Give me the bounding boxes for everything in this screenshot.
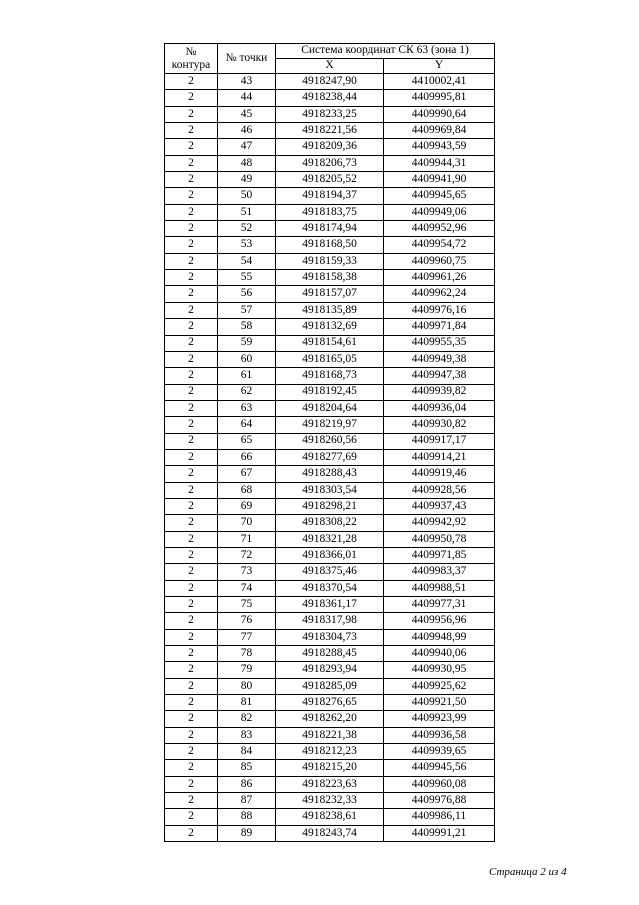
cell-y: 4409943,59 — [384, 139, 495, 155]
header-coordinate-system: Система координат СК 63 (зона 1) — [276, 44, 495, 59]
cell-x: 4918215,20 — [276, 760, 384, 776]
table-row — [165, 760, 495, 776]
cell-point-number: 64 — [218, 417, 276, 433]
cell-point-number: 43 — [218, 74, 276, 90]
cell-contour-number: 2 — [165, 319, 218, 335]
cell-contour-number: 2 — [165, 695, 218, 711]
cell-point-number: 62 — [218, 384, 276, 400]
table-row — [165, 90, 495, 106]
table-row — [165, 368, 495, 384]
cell-point-number: 59 — [218, 335, 276, 351]
cell-point-number: 63 — [218, 400, 276, 416]
cell-contour-number: 2 — [165, 123, 218, 139]
cell-contour-number: 2 — [165, 531, 218, 547]
header-contour-number: № контура — [165, 44, 218, 74]
cell-x: 4918375,46 — [276, 564, 384, 580]
table-row — [165, 384, 495, 400]
cell-point-number: 86 — [218, 776, 276, 792]
cell-contour-number: 2 — [165, 106, 218, 122]
cell-y: 4409936,04 — [384, 400, 495, 416]
table-row — [165, 139, 495, 155]
cell-contour-number: 2 — [165, 139, 218, 155]
cell-contour-number: 2 — [165, 204, 218, 220]
table-row — [165, 727, 495, 743]
cell-point-number: 51 — [218, 204, 276, 220]
cell-x: 4918132,69 — [276, 319, 384, 335]
table-row — [165, 564, 495, 580]
cell-contour-number: 2 — [165, 237, 218, 253]
cell-point-number: 47 — [218, 139, 276, 155]
table-row — [165, 172, 495, 188]
cell-y: 4409936,58 — [384, 727, 495, 743]
cell-x: 4918370,54 — [276, 580, 384, 596]
cell-x: 4918192,45 — [276, 384, 384, 400]
cell-contour-number: 2 — [165, 270, 218, 286]
cell-y: 4409937,43 — [384, 498, 495, 514]
cell-contour-number: 2 — [165, 760, 218, 776]
cell-x: 4918288,43 — [276, 466, 384, 482]
cell-contour-number: 2 — [165, 678, 218, 694]
cell-x: 4918243,74 — [276, 825, 384, 841]
cell-point-number: 66 — [218, 449, 276, 465]
table-row — [165, 809, 495, 825]
cell-contour-number: 2 — [165, 727, 218, 743]
cell-point-number: 75 — [218, 597, 276, 613]
cell-point-number: 77 — [218, 629, 276, 645]
cell-y: 4409995,81 — [384, 90, 495, 106]
cell-point-number: 46 — [218, 123, 276, 139]
cell-y: 4409944,31 — [384, 155, 495, 171]
cell-y: 4409925,62 — [384, 678, 495, 694]
cell-point-number: 53 — [218, 237, 276, 253]
table-row — [165, 793, 495, 809]
cell-x: 4918238,61 — [276, 809, 384, 825]
cell-contour-number: 2 — [165, 335, 218, 351]
cell-point-number: 81 — [218, 695, 276, 711]
cell-y: 4409941,90 — [384, 172, 495, 188]
cell-y: 4409949,38 — [384, 351, 495, 367]
table-row — [165, 678, 495, 694]
cell-y: 4409921,50 — [384, 695, 495, 711]
cell-y: 4409947,38 — [384, 368, 495, 384]
cell-x: 4918206,73 — [276, 155, 384, 171]
cell-x: 4918212,23 — [276, 744, 384, 760]
table-row — [165, 695, 495, 711]
cell-contour-number: 2 — [165, 793, 218, 809]
cell-x: 4918183,75 — [276, 204, 384, 220]
cell-x: 4918221,56 — [276, 123, 384, 139]
cell-x: 4918262,20 — [276, 711, 384, 727]
cell-x: 4918154,61 — [276, 335, 384, 351]
table-row — [165, 237, 495, 253]
table-row — [165, 106, 495, 122]
cell-contour-number: 2 — [165, 580, 218, 596]
cell-point-number: 71 — [218, 531, 276, 547]
cell-x: 4918194,37 — [276, 188, 384, 204]
cell-point-number: 79 — [218, 662, 276, 678]
table-row — [165, 253, 495, 269]
cell-x: 4918321,28 — [276, 531, 384, 547]
cell-contour-number: 2 — [165, 302, 218, 318]
cell-contour-number: 2 — [165, 825, 218, 841]
cell-y: 4409939,65 — [384, 744, 495, 760]
cell-point-number: 76 — [218, 613, 276, 629]
cell-y: 4409986,11 — [384, 809, 495, 825]
cell-point-number: 84 — [218, 744, 276, 760]
cell-contour-number: 2 — [165, 384, 218, 400]
cell-x: 4918285,09 — [276, 678, 384, 694]
cell-x: 4918288,45 — [276, 646, 384, 662]
cell-x: 4918304,73 — [276, 629, 384, 645]
cell-point-number: 55 — [218, 270, 276, 286]
cell-point-number: 56 — [218, 286, 276, 302]
cell-point-number: 80 — [218, 678, 276, 694]
cell-x: 4918317,98 — [276, 613, 384, 629]
cell-y: 4409914,21 — [384, 449, 495, 465]
cell-x: 4918233,25 — [276, 106, 384, 122]
cell-x: 4918159,33 — [276, 253, 384, 269]
cell-point-number: 72 — [218, 547, 276, 563]
cell-y: 4409940,06 — [384, 646, 495, 662]
cell-y: 4409960,08 — [384, 776, 495, 792]
cell-y: 4409976,88 — [384, 793, 495, 809]
cell-x: 4918135,89 — [276, 302, 384, 318]
table-row — [165, 351, 495, 367]
cell-contour-number: 2 — [165, 368, 218, 384]
table-row — [165, 270, 495, 286]
cell-contour-number: 2 — [165, 253, 218, 269]
cell-contour-number: 2 — [165, 613, 218, 629]
cell-y: 4409930,82 — [384, 417, 495, 433]
cell-contour-number: 2 — [165, 466, 218, 482]
cell-y: 4409990,64 — [384, 106, 495, 122]
table-row — [165, 482, 495, 498]
cell-contour-number: 2 — [165, 188, 218, 204]
cell-y: 4409961,26 — [384, 270, 495, 286]
cell-point-number: 85 — [218, 760, 276, 776]
table-row — [165, 188, 495, 204]
table-row — [165, 74, 495, 90]
table-row — [165, 580, 495, 596]
cell-y: 4409945,56 — [384, 760, 495, 776]
table-row — [165, 155, 495, 171]
cell-x: 4918209,36 — [276, 139, 384, 155]
cell-x: 4918277,69 — [276, 449, 384, 465]
cell-point-number: 49 — [218, 172, 276, 188]
cell-x: 4918158,38 — [276, 270, 384, 286]
cell-point-number: 67 — [218, 466, 276, 482]
table-row — [165, 613, 495, 629]
table-row — [165, 466, 495, 482]
cell-x: 4918293,94 — [276, 662, 384, 678]
table-row — [165, 776, 495, 792]
cell-x: 4918221,38 — [276, 727, 384, 743]
cell-y: 4409955,35 — [384, 335, 495, 351]
cell-contour-number: 2 — [165, 776, 218, 792]
cell-x: 4918174,94 — [276, 221, 384, 237]
cell-contour-number: 2 — [165, 417, 218, 433]
table-row — [165, 515, 495, 531]
cell-contour-number: 2 — [165, 547, 218, 563]
table-row — [165, 744, 495, 760]
table-row — [165, 123, 495, 139]
cell-x: 4918298,21 — [276, 498, 384, 514]
cell-x: 4918308,22 — [276, 515, 384, 531]
cell-y: 4409949,06 — [384, 204, 495, 220]
cell-y: 4409991,21 — [384, 825, 495, 841]
cell-y: 4409976,16 — [384, 302, 495, 318]
cell-x: 4918361,17 — [276, 597, 384, 613]
cell-contour-number: 2 — [165, 662, 218, 678]
cell-contour-number: 2 — [165, 515, 218, 531]
cell-point-number: 60 — [218, 351, 276, 367]
table-row — [165, 646, 495, 662]
cell-y: 4409917,17 — [384, 433, 495, 449]
cell-y: 4409962,24 — [384, 286, 495, 302]
table-row — [165, 433, 495, 449]
table-row — [165, 449, 495, 465]
cell-point-number: 82 — [218, 711, 276, 727]
cell-contour-number: 2 — [165, 629, 218, 645]
cell-point-number: 87 — [218, 793, 276, 809]
table-row — [165, 221, 495, 237]
cell-point-number: 88 — [218, 809, 276, 825]
cell-y: 4409948,99 — [384, 629, 495, 645]
cell-contour-number: 2 — [165, 449, 218, 465]
table-row — [165, 204, 495, 220]
cell-contour-number: 2 — [165, 744, 218, 760]
table-row — [165, 286, 495, 302]
cell-x: 4918204,64 — [276, 400, 384, 416]
page-number: Страница 2 из 4 — [489, 866, 567, 878]
cell-point-number: 48 — [218, 155, 276, 171]
table-header — [165, 44, 495, 74]
cell-point-number: 44 — [218, 90, 276, 106]
cell-point-number: 74 — [218, 580, 276, 596]
cell-y: 4409969,84 — [384, 123, 495, 139]
cell-x: 4918303,54 — [276, 482, 384, 498]
header-x: X — [276, 59, 384, 74]
cell-x: 4918168,73 — [276, 368, 384, 384]
table-row — [165, 597, 495, 613]
cell-contour-number: 2 — [165, 74, 218, 90]
cell-y: 4409919,46 — [384, 466, 495, 482]
table-row — [165, 662, 495, 678]
cell-contour-number: 2 — [165, 564, 218, 580]
cell-y: 4409971,85 — [384, 547, 495, 563]
table-row — [165, 319, 495, 335]
cell-x: 4918168,50 — [276, 237, 384, 253]
cell-point-number: 69 — [218, 498, 276, 514]
table-row — [165, 400, 495, 416]
coordinates-table — [164, 43, 495, 842]
table-row — [165, 711, 495, 727]
cell-x: 4918238,44 — [276, 90, 384, 106]
cell-y: 4409923,99 — [384, 711, 495, 727]
cell-contour-number: 2 — [165, 809, 218, 825]
table-row — [165, 417, 495, 433]
cell-point-number: 52 — [218, 221, 276, 237]
cell-contour-number: 2 — [165, 597, 218, 613]
cell-y: 4409956,96 — [384, 613, 495, 629]
cell-contour-number: 2 — [165, 646, 218, 662]
cell-contour-number: 2 — [165, 711, 218, 727]
cell-y: 4409945,65 — [384, 188, 495, 204]
cell-x: 4918366,01 — [276, 547, 384, 563]
cell-y: 4409952,96 — [384, 221, 495, 237]
cell-y: 4409983,37 — [384, 564, 495, 580]
cell-contour-number: 2 — [165, 221, 218, 237]
cell-x: 4918276,65 — [276, 695, 384, 711]
cell-y: 4409942,92 — [384, 515, 495, 531]
table-row — [165, 498, 495, 514]
cell-x: 4918205,52 — [276, 172, 384, 188]
header-y: Y — [384, 59, 495, 74]
cell-point-number: 68 — [218, 482, 276, 498]
cell-x: 4918247,90 — [276, 74, 384, 90]
cell-point-number: 58 — [218, 319, 276, 335]
cell-y: 4409930,95 — [384, 662, 495, 678]
cell-x: 4918260,56 — [276, 433, 384, 449]
cell-contour-number: 2 — [165, 482, 218, 498]
cell-contour-number: 2 — [165, 172, 218, 188]
table-row — [165, 302, 495, 318]
cell-point-number: 70 — [218, 515, 276, 531]
header-point-number: № точки — [218, 44, 276, 74]
table-row — [165, 335, 495, 351]
table-row — [165, 825, 495, 841]
cell-y: 4409988,51 — [384, 580, 495, 596]
cell-x: 4918165,05 — [276, 351, 384, 367]
table-row — [165, 629, 495, 645]
cell-point-number: 45 — [218, 106, 276, 122]
table-row — [165, 547, 495, 563]
cell-contour-number: 2 — [165, 155, 218, 171]
cell-point-number: 78 — [218, 646, 276, 662]
cell-point-number: 57 — [218, 302, 276, 318]
cell-point-number: 73 — [218, 564, 276, 580]
cell-y: 4409928,56 — [384, 482, 495, 498]
cell-point-number: 54 — [218, 253, 276, 269]
cell-y: 4409950,78 — [384, 531, 495, 547]
cell-y: 4409954,72 — [384, 237, 495, 253]
cell-contour-number: 2 — [165, 286, 218, 302]
cell-contour-number: 2 — [165, 400, 218, 416]
cell-point-number: 50 — [218, 188, 276, 204]
table-body — [165, 74, 495, 842]
cell-point-number: 61 — [218, 368, 276, 384]
cell-contour-number: 2 — [165, 498, 218, 514]
cell-y: 4409971,84 — [384, 319, 495, 335]
cell-x: 4918232,33 — [276, 793, 384, 809]
cell-x: 4918157,07 — [276, 286, 384, 302]
cell-point-number: 65 — [218, 433, 276, 449]
cell-point-number: 83 — [218, 727, 276, 743]
table-row — [165, 531, 495, 547]
cell-y: 4409960,75 — [384, 253, 495, 269]
cell-contour-number: 2 — [165, 90, 218, 106]
cell-y: 4410002,41 — [384, 74, 495, 90]
cell-contour-number: 2 — [165, 351, 218, 367]
cell-y: 4409939,82 — [384, 384, 495, 400]
cell-point-number: 89 — [218, 825, 276, 841]
cell-contour-number: 2 — [165, 433, 218, 449]
cell-y: 4409977,31 — [384, 597, 495, 613]
cell-x: 4918219,97 — [276, 417, 384, 433]
cell-x: 4918223,63 — [276, 776, 384, 792]
